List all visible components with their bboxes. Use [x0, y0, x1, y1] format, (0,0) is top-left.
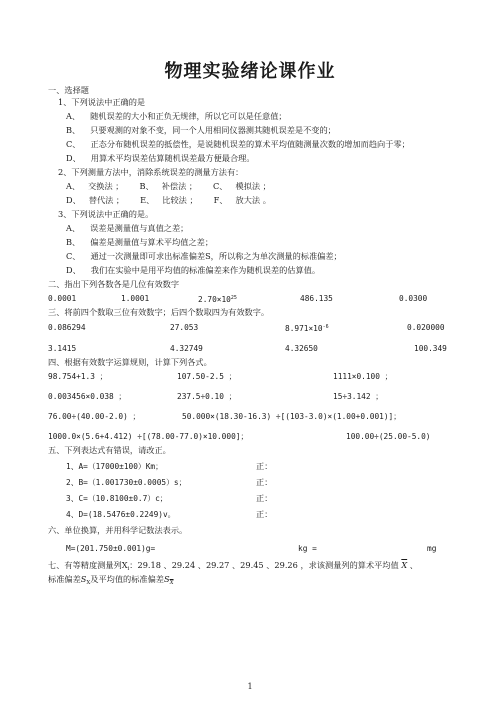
correction-label: 正：: [256, 509, 273, 519]
section-3-heading: 三、将前四个数取三位有效数字；后四个数取四为有效数字。: [48, 307, 270, 317]
q3-option-c: [66, 251, 342, 262]
q2-row-2: [66, 195, 271, 206]
option-label: E、: [140, 195, 155, 205]
sec3-value: 0.086294: [48, 323, 86, 332]
option-text: 误差是测量值与真值之差；: [90, 223, 189, 233]
option-label: B、: [66, 237, 81, 247]
section-1-heading: 一、选择题: [48, 85, 89, 95]
sec3-value: 0.020000: [407, 323, 445, 332]
calc-expression: 50.000×(18.30-16.3) ÷[(103-3.0)×(1.00+0.001)]；: [182, 412, 402, 421]
option-text: 正态分布随机误差的抵偿性，是说随机误差的算术平均值随测量次数的增加而趋向于零；: [90, 139, 410, 149]
option-text: 替代法 ；: [88, 195, 125, 205]
section-7-line-1: [48, 560, 418, 575]
sec3-mantissa: 8.971×10: [285, 324, 323, 333]
correction-label: 正：: [256, 493, 273, 503]
option-label: A、: [66, 223, 81, 233]
q1-option-b: [66, 125, 336, 136]
option-label: B、: [139, 181, 154, 191]
conversion-mass: M=(201.750±0.001)g=: [66, 544, 156, 553]
option-text: 比较法 ；: [162, 195, 198, 205]
q2-stem: 2、下列测量方法中，消除系统误差的测量方法有：: [58, 167, 244, 177]
option-label: A、: [66, 181, 81, 191]
section-4-heading: 四、根据有效数字运算规则，计算下列各式。: [48, 357, 212, 367]
error-expression: 4、D=(18.5476±0.2249)v。: [66, 510, 176, 519]
sec3-exponent: -6: [322, 324, 329, 330]
option-label: C、: [213, 181, 228, 191]
sec3-value: [285, 322, 329, 334]
q1-option-c: [66, 139, 410, 150]
page-number: 1: [247, 682, 253, 691]
calc-expression: 107.50-2.5 ；: [177, 372, 237, 381]
calc-expression: 76.00÷(40.00-2.0) ；: [48, 412, 141, 421]
q3-option-a: [66, 223, 188, 234]
option-text: 交换法 ；: [88, 181, 124, 191]
option-text: 通过一次测量即可求出标准偏差S，所以称之为单次测量的标准偏差；: [90, 251, 342, 261]
error-expression: 2、B=（1.001730±0.0005）s；: [66, 478, 187, 487]
calc-expression: 98.754+1.3 ；: [48, 372, 108, 381]
sec3-value: 100.349: [414, 344, 447, 353]
error-expression: 1、A=（17000±100）Km；: [66, 462, 163, 471]
q3-option-d: [66, 265, 320, 276]
sec2-value: 0.0001: [48, 294, 77, 303]
option-label: D、: [66, 153, 81, 163]
sec2-mantissa: 2.70×10: [198, 295, 231, 304]
conversion-mg: mg: [427, 544, 437, 553]
sec3-value: 27.053: [170, 323, 199, 332]
section-7-line-2: [48, 574, 174, 589]
correction-label: 正：: [256, 461, 273, 471]
option-text: 放大法 。: [235, 195, 271, 205]
sec2-value: 0.0300: [399, 294, 428, 303]
option-label: F、: [213, 195, 228, 205]
option-label: D、: [66, 195, 81, 205]
sec2-value: [198, 293, 237, 305]
section-6-heading: 六、单位换算，并用科学记数法表示。: [48, 525, 188, 535]
option-label: B、: [66, 125, 81, 135]
section-2-heading: 二、指出下列各数各是几位有效数字: [48, 279, 180, 289]
option-label: A、: [66, 111, 81, 121]
option-label: C、: [66, 251, 81, 261]
sec2-value: 1.0001: [121, 294, 150, 303]
calc-expression: 237.5÷0.10 ；: [177, 392, 237, 401]
sec7-text: ：29.18 、29.24 、29.27 、29.45 、29.26 ，求该测量列的算术平均值: [129, 560, 399, 570]
option-text: 模拟法 ；: [235, 181, 271, 191]
mean-symbol: $\overline{X}$: [401, 560, 408, 570]
correction-label: 正：: [256, 477, 273, 487]
page-title: 物理实验绪论课作业: [164, 61, 336, 82]
calc-expression: 1000.0×(5.6+4.412) ÷[(78.00-77.0)×10.000]；: [48, 432, 249, 441]
sec2-value: 486.135: [300, 294, 333, 303]
q2-row-1: [66, 181, 271, 192]
option-label: D、: [66, 265, 81, 275]
sec7-text: 及平均值的标准偏差: [90, 574, 164, 584]
sec3-value: 3.1415: [48, 344, 77, 353]
option-text: 只要观测的对象不变，同一个人用相同仪器测其随机误差是不变的；: [90, 125, 336, 135]
sec7-text: 七、有等精度测量列X: [48, 560, 128, 570]
sec2-exponent: 25: [230, 295, 237, 301]
q1-option-d: [66, 153, 255, 164]
option-text: 补偿法 ；: [161, 181, 198, 191]
std-dev-symbol: S: [164, 574, 170, 584]
option-text: 我们在实验中是用平均值的标准偏差来作为随机误差的估算值。: [90, 265, 321, 275]
sec7-text: 、: [409, 560, 418, 570]
conversion-kg: kg =: [298, 544, 317, 553]
option-text: 随机误差的大小和正负无规律，所以它可以是任意值；: [90, 111, 287, 121]
calc-expression: 15÷3.142 ；: [333, 392, 384, 401]
error-expression: 3、C=（10.8100±0.7）c；: [66, 494, 168, 503]
sec3-value: 4.32650: [285, 344, 318, 353]
subscript: X: [86, 580, 91, 586]
subscript: X: [169, 580, 174, 586]
q3-option-b: [66, 237, 213, 248]
sec7-text: 标准偏差: [48, 574, 81, 584]
calc-expression: 100.00÷(25.00-5.0): [346, 432, 431, 441]
std-dev-symbol: S: [80, 574, 87, 584]
q1-stem: 1、下列说法中正确的是: [58, 97, 146, 107]
option-label: C、: [66, 139, 81, 149]
q1-option-a: [66, 111, 287, 122]
calc-expression: 0.003456×0.038 ；: [48, 392, 127, 401]
option-text: 偏差是测量值与算术平均值之差；: [90, 237, 214, 247]
sec3-value: 4.32749: [170, 344, 203, 353]
q3-stem: 3、下列说法中正确的是。: [58, 209, 154, 219]
section-5-heading: 五、下列表达式有错误，请改正。: [48, 445, 171, 455]
option-text: 用算术平均误差估算随机误差最方便最合理。: [90, 153, 255, 163]
subscript: i: [127, 566, 130, 572]
calc-expression: 1111×0.100 ；: [333, 372, 393, 381]
